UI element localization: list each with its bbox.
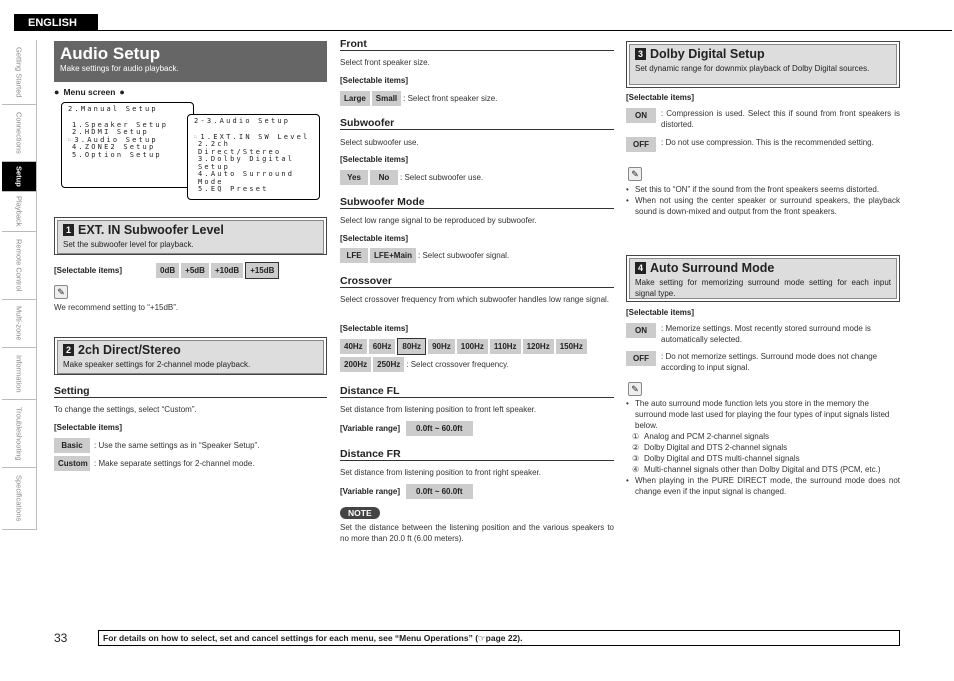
- section-title: EXT. IN Subwoofer Level: [78, 223, 224, 237]
- screen-title: 2.Manual Setup: [68, 105, 158, 113]
- list-number: ①: [632, 432, 640, 441]
- list-number: ④: [632, 465, 640, 474]
- option-150hz[interactable]: 150Hz: [556, 339, 587, 354]
- page-header: [54, 41, 327, 82]
- screen-line: 2.HDMI Setup: [72, 128, 149, 136]
- screen-line: 2.2ch Direct/Stereo: [198, 140, 282, 156]
- side-tab-specifications[interactable]: [2, 468, 36, 530]
- footer-text: For details on how to select, set and cancel settings for each menu, see “Menu Operations” (: [103, 633, 479, 643]
- option-basic[interactable]: Basic: [54, 438, 90, 453]
- setting-desc: To change the settings, select “Custom”.: [54, 405, 197, 414]
- section-number: 4: [635, 262, 646, 274]
- option-desc: : Select crossover frequency.: [406, 360, 509, 369]
- side-tab-label: Remote Control: [14, 239, 24, 292]
- option-40hz[interactable]: 40Hz: [340, 339, 367, 354]
- footer-reference: [98, 630, 900, 646]
- sw-level-options: [54, 262, 281, 279]
- list-item: Dolby Digital and DTS 2-channel signals: [644, 443, 788, 452]
- side-tab-playback[interactable]: [2, 192, 36, 232]
- bullet-icon: ●: [119, 87, 125, 97]
- page-title: Audio Setup: [60, 44, 161, 63]
- list-item: Analog and PCM 2-channel signals: [644, 432, 769, 441]
- section-title: 2ch Direct/Stereo: [78, 343, 181, 357]
- option-yes[interactable]: Yes: [340, 170, 368, 185]
- note-icon: ✎: [628, 167, 642, 181]
- side-tab-label: Connections: [14, 112, 24, 154]
- screen-line: ☞3.Audio Setup: [68, 135, 158, 144]
- page-subtitle: Make settings for audio playback.: [60, 64, 179, 73]
- subwoofer-mode-desc: Select low range signal to be reproduced by subwoofer.: [340, 216, 537, 225]
- side-tab-label: Multi-zone: [14, 306, 24, 341]
- crossover-options-row-1: [340, 338, 589, 355]
- option-60hz[interactable]: 60Hz: [369, 339, 396, 354]
- option-0db[interactable]: 0dB: [156, 263, 179, 278]
- option-100hz[interactable]: 100Hz: [457, 339, 488, 354]
- option-5db[interactable]: +5dB: [181, 263, 209, 278]
- option-desc: : Select front speaker size.: [403, 94, 498, 103]
- side-tab-label: Troubleshooting: [14, 406, 24, 461]
- distance-fl-range: [340, 421, 475, 436]
- crossover-options-row-2: [340, 357, 509, 372]
- screen-line: 3.Dolby Digital Setup: [198, 155, 295, 171]
- section-number: 2: [63, 344, 74, 356]
- surround-option-off: [626, 351, 900, 373]
- menu-screen-label: Menu screen: [63, 87, 116, 97]
- selectable-label: [Selectable items]: [340, 324, 409, 333]
- dolby-notes: [626, 184, 900, 217]
- note-bullet: Set this to “ON” if the sound from the front speakers seems distorted.: [635, 185, 880, 194]
- top-rule: [98, 30, 952, 31]
- surround-option-on: [626, 323, 900, 345]
- side-tab-label: Setup: [14, 166, 24, 187]
- note-icon: ✎: [628, 382, 642, 396]
- option-200hz[interactable]: 200Hz: [340, 357, 371, 372]
- dolby-option-off: [626, 137, 900, 152]
- note-label: NOTE: [340, 507, 380, 519]
- setting-heading: Setting: [54, 385, 327, 398]
- menu-screen-2: [187, 114, 320, 200]
- selectable-label: [Selectable items]: [340, 234, 409, 243]
- option-120hz[interactable]: 120Hz: [523, 339, 554, 354]
- note-bullet: When not using the center speaker or surround speakers, the playback sound is down-mixed and output from the front speakers.: [635, 196, 900, 216]
- section-desc: Set the subwoofer level for playback.: [63, 240, 194, 249]
- bullet-icon: •: [626, 196, 629, 205]
- range-label: [Variable range]: [340, 487, 401, 496]
- option-desc: : Use the same settings as in “Speaker Setup”.: [94, 441, 260, 450]
- selectable-label: [Selectable items]: [54, 266, 123, 275]
- front-heading: Front: [340, 38, 614, 51]
- screen-line: ☞1.EXT.IN SW Level: [194, 132, 310, 141]
- screen-line: 4.Auto Surround Mode: [198, 170, 295, 186]
- setting-option-custom: [54, 456, 255, 471]
- option-desc: : Compression is used. Select this if sound from front speakers is distorted.: [661, 109, 900, 129]
- section-desc: Make setting for memorizing surround mode setting for each input signal type.: [635, 278, 891, 298]
- option-110hz[interactable]: 110Hz: [490, 339, 521, 354]
- screen-line: 5.EQ Preset: [198, 185, 269, 193]
- option-large[interactable]: Large: [340, 91, 370, 106]
- list-number: ③: [632, 454, 640, 463]
- option-off[interactable]: OFF: [626, 137, 656, 152]
- option-desc: : Select subwoofer signal.: [418, 251, 510, 260]
- list-number: ②: [632, 443, 640, 452]
- distance-fr-heading: Distance FR: [340, 448, 614, 461]
- section-auto-surround-mode: [626, 255, 900, 302]
- section-desc: Make speaker settings for 2-channel mode playback.: [63, 360, 251, 369]
- screen-line: 1.Speaker Setup: [72, 120, 169, 129]
- side-tab-setup[interactable]: [2, 162, 36, 192]
- option-custom[interactable]: Custom: [54, 456, 90, 471]
- bullet-icon: ●: [54, 87, 60, 97]
- list-item: Dolby Digital and DTS multi-channel signals: [644, 454, 800, 463]
- side-tab-information[interactable]: [2, 348, 36, 400]
- option-small[interactable]: Small: [372, 91, 401, 106]
- screen-title: 2-3.Audio Setup: [194, 117, 291, 125]
- surround-notes: [626, 398, 900, 497]
- option-no[interactable]: No: [370, 170, 398, 185]
- option-desc: : Memorize settings. Most recently stored surround mode is automatically selected.: [661, 324, 871, 344]
- reference-icon: ☞: [478, 633, 486, 643]
- list-item: Multi-channel signals other than Dolby Digital and DTS (PCM, etc.): [644, 465, 881, 474]
- section-2ch-direct-stereo: [54, 337, 327, 375]
- option-on[interactable]: ON: [626, 108, 656, 123]
- page-number: 33: [54, 631, 68, 645]
- bullet-icon: •: [626, 185, 629, 194]
- selectable-label: [Selectable items]: [340, 155, 409, 164]
- side-tab-label: Specifications: [14, 475, 24, 522]
- screen-line: 4.ZONE2 Setup: [72, 143, 156, 151]
- note-badge: [340, 507, 380, 519]
- bullet-icon: •: [626, 399, 629, 408]
- side-tab-label: Getting Started: [14, 46, 24, 98]
- distance-fl-desc: Set distance from listening position to front left speaker.: [340, 405, 537, 414]
- setting-option-basic: [54, 438, 259, 453]
- footer-link[interactable]: page 22).: [485, 633, 523, 643]
- section-title: Auto Surround Mode: [650, 261, 775, 275]
- front-options: [340, 91, 497, 106]
- section-desc: Set dynamic range for downmix playback of Dolby Digital sources.: [635, 64, 870, 73]
- option-250hz[interactable]: 250Hz: [373, 357, 404, 372]
- option-off[interactable]: OFF: [626, 351, 656, 366]
- side-tab-getting-started[interactable]: [2, 40, 36, 105]
- subwoofer-heading: Subwoofer: [340, 117, 614, 130]
- subwoofer-mode-heading: Subwoofer Mode: [340, 196, 614, 209]
- range-label: [Variable range]: [340, 424, 401, 433]
- option-10db[interactable]: +10dB: [211, 263, 243, 278]
- note-icon: ✎: [54, 285, 68, 299]
- distance-fl-heading: Distance FL: [340, 385, 614, 398]
- subwoofer-mode-options: [340, 248, 509, 263]
- front-desc: Select front speaker size.: [340, 58, 430, 67]
- option-90hz[interactable]: 90Hz: [428, 339, 455, 354]
- menu-screen-1: [61, 102, 194, 188]
- selectable-label: [Selectable items]: [626, 93, 695, 102]
- side-tab-multi-zone[interactable]: [2, 300, 36, 348]
- option-on[interactable]: ON: [626, 323, 656, 338]
- section-ext-in-subwoofer-level: [54, 217, 327, 255]
- range-value: 0.0ft ~ 60.0ft: [406, 484, 472, 499]
- option-lfe[interactable]: LFE: [340, 248, 368, 263]
- option-desc: : Select subwoofer use.: [400, 173, 484, 182]
- side-tab-remote-control[interactable]: [2, 232, 36, 300]
- option-15db[interactable]: +15dB: [245, 262, 279, 279]
- distance-fr-range: [340, 484, 475, 499]
- bullet-icon: •: [626, 476, 629, 485]
- range-value: 0.0ft ~ 60.0ft: [406, 421, 472, 436]
- section-number: 1: [63, 224, 74, 236]
- section-dolby-digital-setup: [626, 41, 900, 88]
- side-tab-connections[interactable]: [2, 105, 36, 162]
- sw-level-note: We recommend setting to “+15dB”.: [54, 303, 179, 312]
- note-text: Set the distance between the listening position and the various speakers to no more than 20.0 ft (6.00 meters).: [340, 523, 614, 543]
- side-tab-label: Information: [14, 354, 24, 393]
- selectable-label: [Selectable items]: [626, 308, 695, 317]
- side-tab-label: Playback: [14, 196, 24, 227]
- subwoofer-options: [340, 170, 483, 185]
- menu-screen-heading: [54, 87, 125, 97]
- section-title: Dolby Digital Setup: [650, 47, 765, 61]
- option-lfe-main[interactable]: LFE+Main: [370, 248, 416, 263]
- distance-fr-desc: Set distance from listening position to front right speaker.: [340, 468, 541, 477]
- section-number: 3: [635, 48, 646, 60]
- note-bullet: The auto surround mode function lets you store in the memory the surround mode last used for playing the four types of input signals listed below.: [635, 399, 890, 430]
- option-80hz[interactable]: 80Hz: [397, 338, 426, 355]
- selectable-label: [Selectable items]: [54, 423, 123, 432]
- side-tab-troubleshooting[interactable]: [2, 400, 36, 468]
- option-desc: : Do not memorize settings. Surround mode does not change according to input signal.: [661, 352, 878, 372]
- screen-line: 5.Option Setup: [72, 150, 162, 159]
- option-desc: : Make separate settings for 2-channel mode.: [94, 459, 255, 468]
- crossover-heading: Crossover: [340, 275, 614, 288]
- subwoofer-desc: Select subwoofer use.: [340, 138, 419, 147]
- selectable-label: [Selectable items]: [340, 76, 409, 85]
- language-label: ENGLISH: [14, 14, 98, 31]
- note-bullet: When playing in the PURE DIRECT mode, the surround mode does not change even if the input signal is changed.: [635, 476, 900, 496]
- option-desc: : Do not use compression. This is the recommended setting.: [661, 138, 874, 147]
- crossover-desc: Select crossover frequency from which subwoofer handles low range signal.: [340, 295, 610, 304]
- dolby-option-on: [626, 108, 900, 130]
